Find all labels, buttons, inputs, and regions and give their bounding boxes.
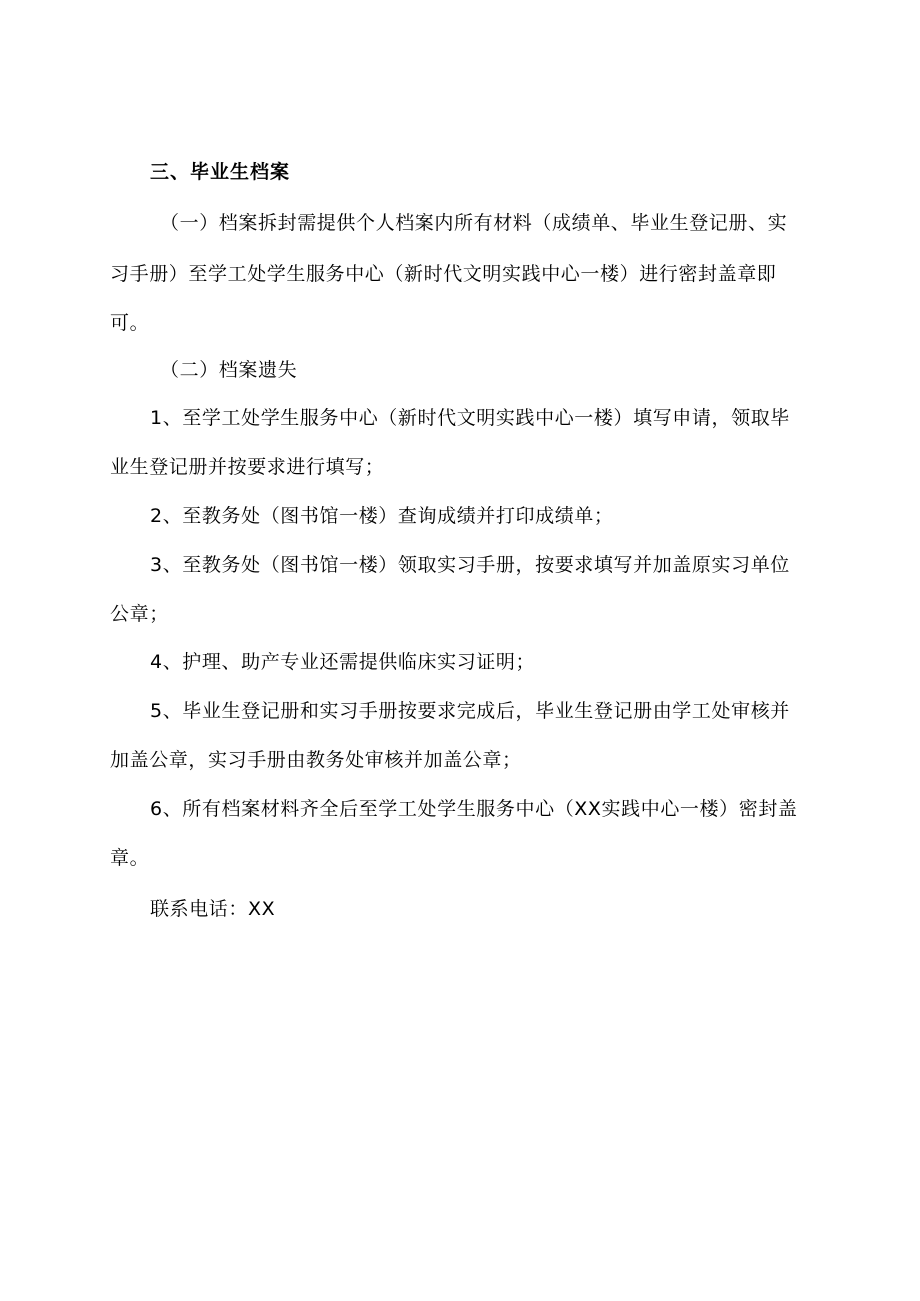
item-2-line-1: 2、至教务处（图书馆一楼）查询成绩并打印成绩单； [150, 505, 614, 527]
item-6-line-2: 章。 [110, 847, 150, 869]
item-1-line-1: 1、至学工处学生服务中心（新时代文明实践中心一楼）填写申请，领取毕 [150, 407, 790, 429]
contact-line: 联系电话：XX [150, 898, 276, 920]
section-heading: 三、毕业生档案 [150, 161, 291, 183]
item-6-line-1: 6、所有档案材料齐全后至学工处学生服务中心（XX实践中心一楼）密封盖 [150, 798, 798, 820]
item-1-line-2: 业生登记册并按要求进行填写； [110, 456, 385, 478]
paragraph-1-line-2: 习手册）至学工处学生服务中心（新时代文明实践中心一楼）进行密封盖章即 [110, 263, 777, 285]
item-4-line-1: 4、护理、助产专业还需提供临床实习证明； [150, 651, 536, 673]
subheading-2: （二）档案遗失 [160, 359, 298, 381]
item-5-line-1: 5、毕业生登记册和实习手册按要求完成后，毕业生登记册由学工处审核并 [150, 700, 790, 722]
item-3-line-2: 公章； [110, 603, 169, 625]
paragraph-1-line-3: 可。 [110, 312, 150, 334]
item-3-line-1: 3、至教务处（图书馆一楼）领取实习手册，按要求填写并加盖原实习单位 [150, 554, 790, 576]
paragraph-1-line-1: （一）档案拆封需提供个人档案内所有材料（成绩单、毕业生登记册、实 [160, 212, 788, 234]
item-5-line-2: 加盖公章，实习手册由教务处审核并加盖公章； [110, 749, 522, 771]
